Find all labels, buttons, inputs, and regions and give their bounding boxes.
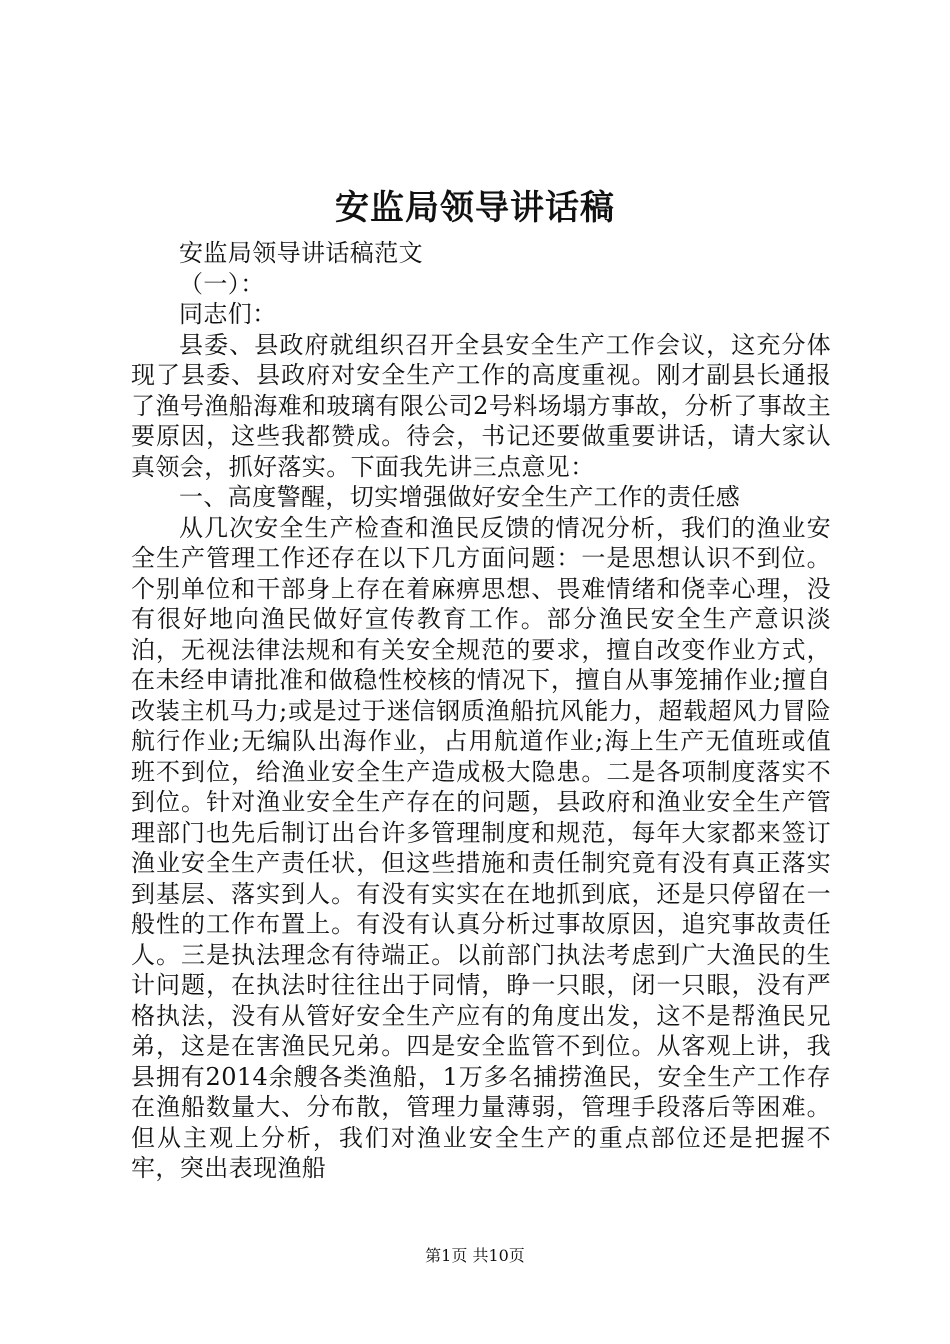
paragraph-intro: 县委、县政府就组织召开全县安全生产工作会议，这充分体现了县委、县政府对安全生产工作的高度重视。刚才副县长通报了渔号渔船海难和玻璃有限公司2号料场塌方事故，分析了事故主要原因，这些我都赞成。待会，书记还要做重要讲话，请大家认真领会，抓好落实。下面我先讲三点意见： (131, 330, 831, 481)
page-footer: 第1页 共10页 (425, 1246, 525, 1265)
paragraph-salutation: 同志们： (179, 300, 277, 328)
paragraph-body: 从几次安全生产检查和渔民反馈的情况分析，我们的渔业安全生产管理工作还存在以下几方面问题：一是思想认识不到位。个别单位和干部身上存在着麻痹思想、畏难情绪和侥幸心理，没有很好地向渔民做好宣传教育工作。部分渔民安全生产意识淡泊，无视法律法规和有关安全规范的要求，擅自改变作业方式，在未经申请批准和做稳性校核的情况下，擅自从事笼捕作业;擅自改装主机马力;或是过于迷信钢质渔船抗风能力，超载超风力冒险航行作业;无编队出海作业，占用航道作业;海上生产无值班或值班不到位，给渔业安全生产造成极大隐患。二是各项制度落实不到位。针对渔业安全生产存在的问题，县政府和渔业安全生产管理部门也先后制订出台许多管理制度和规范，每年大家都来签订渔业安全生产责任状，但这些措施和责任制究竟有没有真正落实到基层、落实到人。有没有实实在在地抓到底，还是只停留在一般性的工作布置上。有没有认真分析过事故原因，追究事故责任人。三是执法理念有待端正。以前部门执法考虑到广大渔民的生计问题，在执法时往往出于同情，睁一只眼，闭一只眼，没有严格执法，没有从管好安全生产应有的角度出发，这不是帮渔民兄弟，这是在害渔民兄弟。四是安全监管不到位。从客观上讲，我县拥有2014余艘各类渔船，1万多名捕捞渔民，安全生产工作存在渔船数量大、分布散，管理力量薄弱，管理手段落后等困难。但从主观上分析，我们对渔业安全生产的重点部位还是把握不牢，突出表现渔船 (131, 513, 831, 1182)
paragraph-subtitle: 安监局领导讲话稿范文 (179, 239, 423, 267)
paragraph-section-marker: （一）： (179, 269, 265, 298)
document-body (131, 238, 831, 1184)
document-title: 安监局领导讲话稿 (335, 188, 615, 228)
paragraph-heading-one: 一、高度警醒，切实增强做好安全生产工作的责任感 (179, 483, 741, 511)
